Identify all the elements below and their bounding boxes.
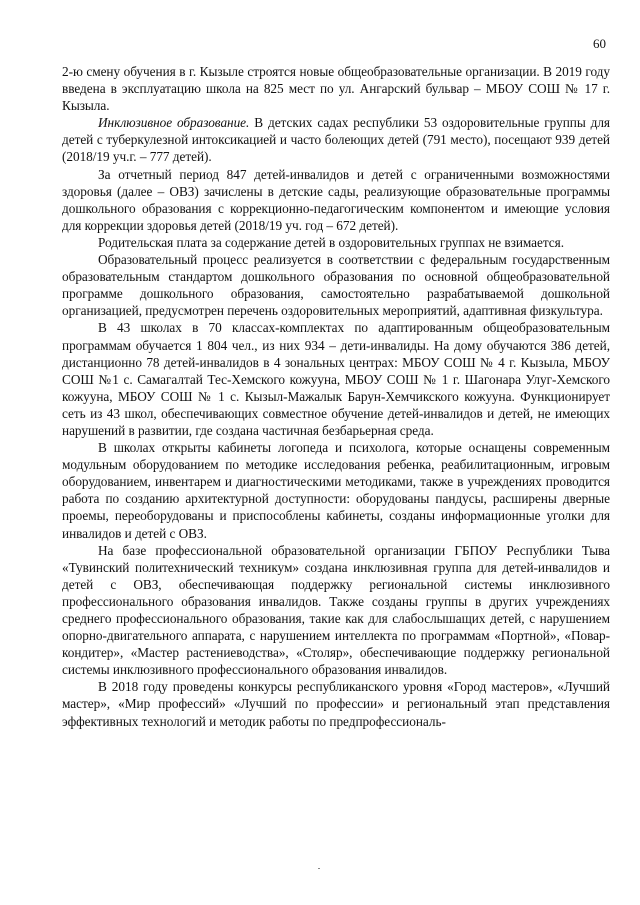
page-number: 60 [593,36,606,51]
paragraph-specialist-offices: В школах открыты кабинеты логопеда и психолога, которые оснащены современным модульным оборудованием по методике исследования ребенка, реабилитационным, игровым оборудованием, инвентарем и диагностическими методиками, также в учреждениях проводится работа по созданию архитектурной доступности: оборудованы пандусы, расширены дверные проемы, переоборудованы и приспособлены кабинеты, созданы информационные уголки для инвалидов и детей с ОВЗ. [62,440,610,541]
paragraph-kindergarten-enrollment: За отчетный период 847 детей-инвалидов и детей с ограниченными возможностями здоровья (далее – ОВЗ) зачислены в детские сады, реализующие образовательные программы дошкольного образования с коррекционно-педагогическим компонентом и имеющие условия для коррекции здоровья детей (2018/19 уч. год – 672 детей). [62,166,610,233]
paragraph-parental-fee: Родительская плата за содержание детей в оздоровительных группах не взимается. [98,234,564,250]
body-text [62,63,610,730]
paragraph-competitions: В 2018 году проведены конкурсы республиканского уровня «Город мастеров», «Лучший мастер», «Мир профессий» «Лучший по профессии» и региональный этап представления эффективных технологий и методик работы по предпрофессиональ- [62,679,610,729]
paragraph-educational-process: Образовательный процесс реализуется в соответствии с федеральным государственным образовательным стандартом дошкольного образования по основной общеобразовательной программе дошкольного образования, самостоятельно разрабатываемой дошкольной организацией, предусмотрен перечень оздоровительных мероприятий, адаптивная физкультура. [62,252,610,319]
paragraph-vocational-education: На базе профессиональной образовательной организации ГБПОУ Республики Тыва «Тувинский политехнический техникум» создана инклюзивная группа для детей-инвалидов и детей с ОВЗ, обеспечивающая поддержку региональной системы инклюзивного профессионального образования инвалидов. Также созданы группы в других учреждениях среднего профессионального образования, такие как для слабослышащих детей, с нарушением опорно-двигательного аппарата, с нарушением интеллекта по программам «Портной», «Повар-кондитер», «Мастер растениеводства», «Столяр», обеспечивающие поддержку региональной системы инклюзивного профессионального образования инвалидов. [62,542,610,678]
scan-artifact-dot [318,868,320,869]
paragraph-adapted-programs: В 43 школах в 70 классах-комплектах по адаптированным общеобразовательным программам обучается 1 804 чел., из них 934 – дети-инвалиды. На дому обучаются 386 детей, дистанционно 78 детей-инвалидов в 4 зональных центрах: МБОУ СОШ № 4 г. Кызыла, МБОУ СОШ №1 с. Самагалтай Тес-Хемского кожууна, МБОУ СОШ № 1 г. Шагонара Улуг-Хемского кожууна, МБОУ СОШ № 1 с. Кызыл-Мажалык Барун-Хемчикского кожууна. Функционирует сеть из 43 школ, обеспечивающих совместное обучение детей-инвалидов и детей, не имеющих нарушений в развитии, где создана частичная безбарьерная среда. [62,320,610,438]
paragraph-inclusive-education [62,114,610,165]
inclusive-education-text: В детских садах республики 53 оздоровительные группы для детей с туберкулезной интоксикацией и часто болеющих детей (791 место), посещают 939 детей (2018/19 уч.г. – 777 детей). [62,115,611,165]
paragraph-school-construction: 2-ю смену обучения в г. Кызыле строятся новые общеобразовательные организации. В 2019 году введена в эксплуатацию школа на 825 мест по ул. Ангарский бульвар – МБОУ СОШ № 17 г. Кызыла. [62,64,610,114]
inclusive-education-heading: Инклюзивное образование. [98,115,250,131]
